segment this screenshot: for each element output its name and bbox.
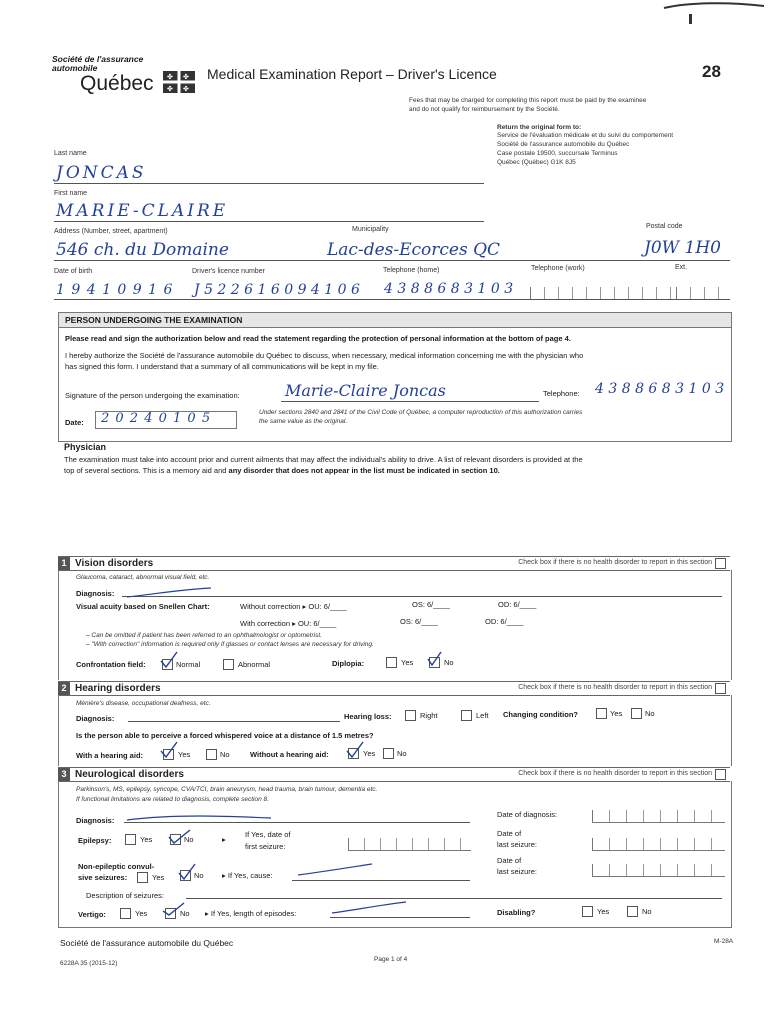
person-telephone-field[interactable]: 4 3 8 8 6 8 3 1 0 3 <box>595 381 725 397</box>
s2-diagnosis-field[interactable] <box>128 721 340 722</box>
s3-non-epileptic-label-a: Non-epileptic convul- <box>78 862 155 871</box>
s3-disabling-yes-label: Yes <box>597 907 610 916</box>
s3-last-seizure2-label-a: Date of <box>497 856 522 865</box>
s2-with-aid-yes-label: Yes <box>178 750 191 759</box>
s2-changing-no-checkbox[interactable] <box>631 708 642 719</box>
svg-text:✤: ✤ <box>183 73 189 81</box>
s3-disabling-yes-checkbox[interactable] <box>582 906 593 917</box>
s2-whisper-question: Is the person able to perceive a forced whispered voice at a distance of 1.5 metres? <box>76 731 374 740</box>
s3-length-label: ▸ If Yes, length of episodes: <box>205 909 297 918</box>
s1-od-without[interactable]: OD: 6/____ <box>498 600 537 609</box>
section-1-title: Vision disorders <box>75 558 154 569</box>
agency-name-line2: automobile <box>52 63 98 73</box>
s3-vertigo-label: Vertigo: <box>78 910 106 919</box>
s3-non-epileptic-label-b: sive seizures: <box>78 873 128 882</box>
s3-disabling-no-label: No <box>642 907 652 916</box>
s3-last-seizure2-label-b: last seizure: <box>497 867 538 876</box>
section-1-no-disorder-checkbox[interactable] <box>715 558 726 569</box>
s3-non-epileptic-yes-checkbox[interactable] <box>137 872 148 883</box>
s2-right-label: Right <box>420 711 438 720</box>
s3-epilepsy-no-label: No <box>184 835 194 844</box>
s2-changing-yes-checkbox[interactable] <box>596 708 607 719</box>
s3-diagnosis-scribble <box>125 812 275 824</box>
s1-os-with[interactable]: OS: 6/____ <box>400 617 438 626</box>
first-name-line <box>54 221 484 222</box>
person-section-box <box>58 312 732 442</box>
s3-cause-field[interactable] <box>292 880 470 881</box>
quebec-flag-icon <box>163 71 195 93</box>
person-section-header: PERSON UNDERGOING THE EXAMINATION <box>65 315 243 325</box>
s3-vertigo-yes-checkbox[interactable] <box>120 908 131 919</box>
s1-confrontation-label: Confrontation field: <box>76 660 146 669</box>
s3-last-seizure-field[interactable] <box>592 838 725 851</box>
s2-with-aid-no-label: No <box>220 750 230 759</box>
section-2-number: 2 <box>58 682 70 695</box>
signature-field[interactable]: Marie-Claire Joncas <box>285 381 446 400</box>
s3-date-diagnosis-label: Date of diagnosis: <box>497 810 558 819</box>
ext-field[interactable] <box>676 287 731 299</box>
s2-without-aid-label: Without a hearing aid: <box>250 750 329 759</box>
physician-title: Physician <box>64 442 107 452</box>
section-2-header <box>58 681 730 696</box>
s1-diplopia-no-checkmark-icon <box>425 650 443 668</box>
s3-non-epileptic-no-label: No <box>194 871 204 880</box>
s1-diplopia-yes-label: Yes <box>401 658 414 667</box>
physician-text-line1: The examination must take into account prior and current ailments that may affect the individual's ability to drive. A list of relevant disorders is provided at the <box>64 455 583 464</box>
report-title: Medical Examination Report – Driver's Licence <box>207 66 497 82</box>
s2-left-label: Left <box>476 711 489 720</box>
person-telephone-label: Telephone: <box>543 389 580 398</box>
s2-with-aid-yes-checkmark-icon <box>158 740 180 760</box>
licence-label: Driver's licence number <box>192 268 265 275</box>
s1-diplopia-label: Diplopia: <box>332 659 365 668</box>
s3-epilepsy-yes-checkbox[interactable] <box>125 834 136 845</box>
dob-label: Date of birth <box>54 268 93 275</box>
dob-field[interactable]: 1 9 4 1 0 9 1 6 <box>56 282 174 298</box>
tel-work-field[interactable] <box>530 287 675 299</box>
municipality-label: Municipality <box>352 226 389 233</box>
return-line3: Case postale 19500, succursale Terminus <box>497 150 618 157</box>
s1-diagnosis-label: Diagnosis: <box>76 589 115 598</box>
s3-diagnosis-label: Diagnosis: <box>76 816 115 825</box>
signature-line <box>281 401 539 402</box>
last-name-line <box>54 183 484 184</box>
agency-name-line1: Société de l'assurance <box>52 54 144 64</box>
s3-date-diagnosis-field[interactable] <box>592 810 725 823</box>
return-line1: Service de l'évaluation médicale et du suivi du comportement <box>497 132 674 139</box>
date-field[interactable]: 2 0 2 4 0 1 0 5 <box>101 411 212 426</box>
postal-code-field[interactable]: J0W 1H0 <box>644 238 721 258</box>
s1-od-with[interactable]: OD: 6/____ <box>485 617 524 626</box>
s2-diagnosis-label: Diagnosis: <box>76 714 115 723</box>
tel-home-field[interactable]: 4 3 8 8 6 8 3 1 0 3 <box>384 281 514 297</box>
s3-vertigo-no-label: No <box>180 909 190 918</box>
section-3-no-disorder: Check box if there is no health disorder to report in this section <box>518 770 712 777</box>
section-2-no-disorder-checkbox[interactable] <box>715 683 726 694</box>
s3-first-seizure-label: first seizure: <box>245 842 286 851</box>
s1-note2: – "With correction" information is required only if glasses or contact lenses are necessary for driving. <box>86 641 374 648</box>
quebec-wordmark: Québec <box>80 72 154 95</box>
svg-text:✤: ✤ <box>183 85 189 93</box>
s3-length-scribble <box>330 900 410 916</box>
authorization-line1: I hereby authorize the Société de l'assurance automobile du Québec to discuss, when necessary, medical information concerning me with the physician who <box>65 351 584 360</box>
licence-field[interactable]: J 5 2 2 6 1 6 0 9 4 1 0 6 <box>194 282 360 298</box>
s3-last-seizure2-field[interactable] <box>592 864 725 877</box>
physician-text-line2: top of several sections. This is a memory aid and any disorder that does not appear in the list must be indicated in section 10. <box>64 466 500 475</box>
s3-length-field[interactable] <box>330 917 470 918</box>
date-label: Date: <box>65 418 84 427</box>
svg-text:✤: ✤ <box>167 85 173 93</box>
s2-changing-yes-label: Yes <box>610 709 623 718</box>
s3-disabling-label: Disabling? <box>497 908 536 917</box>
s3-cause-scribble <box>296 862 376 878</box>
footer-code: M-28A <box>714 938 734 945</box>
s1-abnormal-checkbox[interactable] <box>223 659 234 670</box>
s2-without-aid-no-label: No <box>397 749 407 758</box>
section-2-no-disorder: Check box if there is no health disorder to report in this section <box>518 684 712 691</box>
civil-code-line1: Under sections 2840 and 2841 of the Civil Code of Québec, a computer reproduction of this authorization carries <box>259 409 583 416</box>
fees-line2: and do not qualify for reimbursement by the Société. <box>409 106 560 113</box>
postal-code-label: Postal code <box>646 223 683 230</box>
last-name-field[interactable]: JONCAS <box>56 163 147 183</box>
s2-without-aid-yes-label: Yes <box>363 749 376 758</box>
s3-vertigo-yes-label: Yes <box>135 909 148 918</box>
authorization-line2: has signed this form. I understand that a summary of all communications will be kept in my file. <box>65 362 379 371</box>
fees-line1: Fees that may be charged for completing this report must be paid by the examinee <box>409 97 647 104</box>
s3-examples2: If functional limitations are related to diagnosis, complete section 8. <box>76 796 269 803</box>
tel-work-label: Telephone (work) <box>531 265 585 272</box>
s2-examples: Ménière's disease, occupational deafness, etc. <box>76 700 211 707</box>
section-3-number: 3 <box>58 768 70 781</box>
s1-abnormal-label: Abnormal <box>238 660 271 669</box>
s3-examples1: Parkinson's, MS, epilepsy, syncope, CVA/TCI, brain aneurysm, head trauma, brain tumour, dementia etc. <box>76 786 378 793</box>
s3-last-seizure-label-b: last seizure: <box>497 840 538 849</box>
section-3-title: Neurological disorders <box>75 769 184 780</box>
s2-left-checkbox[interactable] <box>461 710 472 721</box>
s2-right-checkbox[interactable] <box>405 710 416 721</box>
first-name-label: First name <box>54 190 88 197</box>
footer-page: Page 1 of 4 <box>374 956 408 963</box>
section-2-title: Hearing disorders <box>75 683 161 694</box>
return-line2: Société de l'assurance automobile du Québec <box>497 141 630 148</box>
s2-with-aid-no-checkbox[interactable] <box>206 749 217 760</box>
address-line <box>54 260 730 261</box>
s3-if-yes-first-label: If Yes, date of <box>245 830 291 839</box>
section-1-number: 1 <box>58 557 70 570</box>
svg-text:✤: ✤ <box>167 73 173 81</box>
s1-note1: – Can be omitted if patient has been referred to an ophthalmologist or optometrist. <box>86 632 322 639</box>
s3-arrow1: ▸ <box>222 835 226 844</box>
s1-os-without[interactable]: OS: 6/____ <box>412 600 450 609</box>
s1-without-correction[interactable]: Without correction ▸ OU: 6/____ <box>240 602 347 611</box>
s2-hearing-loss-label: Hearing loss: <box>344 712 392 721</box>
footer-form-number: 6228A 35 (2015-12) <box>60 960 118 967</box>
s2-changing-label: Changing condition? <box>503 710 578 719</box>
address-label: Address (Number, street, apartment) <box>54 228 168 235</box>
s3-description-label: Description of seizures: <box>86 891 164 900</box>
section-1-no-disorder: Check box if there is no health disorder to report in this section <box>518 559 712 566</box>
s1-normal-label: Normal <box>176 660 201 669</box>
municipality-field[interactable]: Lac-des-Ecorces QC <box>327 240 501 260</box>
s3-last-seizure-label-a: Date of <box>497 829 522 838</box>
s3-epilepsy-label: Epilepsy: <box>78 836 112 845</box>
s2-with-aid-label: With a hearing aid: <box>76 751 144 760</box>
address-field[interactable]: 546 ch. du Domaine <box>56 240 229 260</box>
signature-label: Signature of the person undergoing the examination: <box>65 391 240 400</box>
s2-changing-no-label: No <box>645 709 655 718</box>
s3-description-field[interactable] <box>186 898 722 899</box>
s1-with-correction[interactable]: With correction ▸ OU: 6/____ <box>240 619 337 628</box>
person-instruction: Please read and sign the authorization below and read the statement regarding the protection of personal information at the bottom of page 4. <box>65 334 571 343</box>
s2-without-aid-no-checkbox[interactable] <box>383 748 394 759</box>
first-name-field[interactable]: MARIE-CLAIRE <box>56 201 229 221</box>
ext-label: Ext. <box>675 264 688 271</box>
s3-disabling-no-checkbox[interactable] <box>627 906 638 917</box>
return-line4: Québec (Québec) G1K 8J5 <box>497 159 576 166</box>
s3-first-seizure-field[interactable] <box>348 838 471 851</box>
s1-acuity-label: Visual acuity based on Snellen Chart: <box>76 602 210 611</box>
s1-diplopia-no-label: No <box>444 658 454 667</box>
dob-row-line <box>54 299 730 300</box>
s3-if-yes-cause-label: ▸ If Yes, cause: <box>222 871 273 880</box>
s3-epilepsy-yes-label: Yes <box>140 835 153 844</box>
section-3-header <box>58 767 730 782</box>
tel-home-label: Telephone (home) <box>383 267 440 274</box>
section-3-no-disorder-checkbox[interactable] <box>715 769 726 780</box>
section-1-header <box>58 556 730 571</box>
s3-non-epileptic-yes-label: Yes <box>152 873 165 882</box>
page-number: 28 <box>702 62 721 81</box>
last-name-label: Last name <box>54 150 87 157</box>
civil-code-line2: the same value as the original. <box>259 418 348 425</box>
s1-diagnosis-scribble <box>125 586 215 600</box>
top-corner-mark <box>660 0 768 30</box>
s1-examples: Glaucoma, cataract, abnormal visual field, etc. <box>76 574 210 581</box>
footer-agency: Société de l'assurance automobile du Québec <box>60 938 234 948</box>
s1-diplopia-yes-checkbox[interactable] <box>386 657 397 668</box>
return-title: Return the original form to: <box>497 124 582 131</box>
